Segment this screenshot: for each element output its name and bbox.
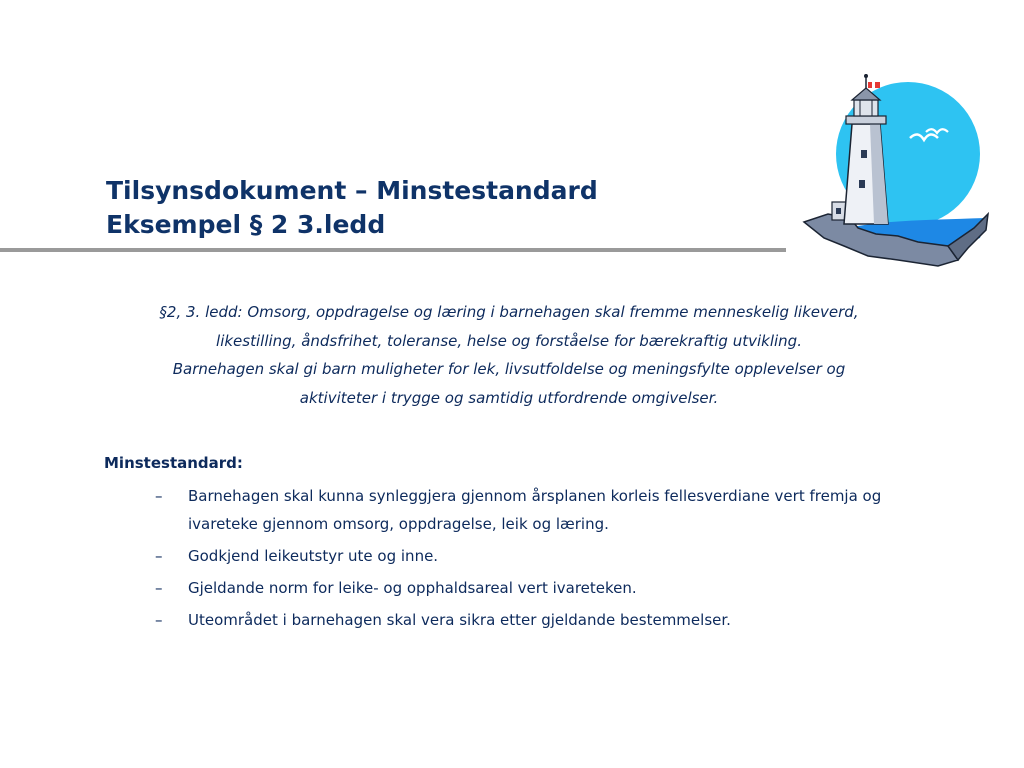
list-item (155, 482, 915, 538)
list-item (155, 574, 915, 602)
lighthouse-clipart-icon (798, 70, 994, 270)
intro-line-1: §2, 3. ledd: Omsorg, oppdragelse og læring i barnehagen skal fremme menneskelig likeverd, (159, 303, 859, 321)
bullet-list (155, 482, 915, 638)
intro-line-3: Barnehagen skal gi barn muligheter for lek, livsutfoldelse og meningsfylte opplevelser og (172, 360, 846, 378)
paragraph-intro (104, 298, 914, 412)
bullet-text: Barnehagen skal kunna synleggjera gjennom årsplanen korleis fellesverdiane vert fremja og ivareteke gjennom omsorg, oppdragelse, leik og læring. (188, 487, 882, 533)
dash-marker: – (155, 547, 163, 565)
subheading-minstestandard: Minstestandard: (104, 454, 243, 472)
bullet-text: Godkjend leikeutstyr ute og inne. (188, 547, 439, 565)
title-line-1: Tilsynsdokument – Minstestandard (106, 176, 598, 205)
dash-marker: – (155, 611, 163, 629)
title-line-2: Eksempel § 2 3.ledd (106, 210, 386, 239)
title-divider (0, 248, 786, 252)
list-item (155, 606, 915, 634)
intro-line-2: likestilling, åndsfrihet, toleranse, helse og forståelse for bærekraftig utvikling. (216, 331, 802, 350)
slide-title (106, 174, 598, 242)
intro-line-4: aktiviteter i trygge og samtidig utfordrende omgivelser. (299, 388, 719, 407)
bullet-text: Gjeldande norm for leike- og opphaldsareal vert ivareteken. (188, 579, 637, 597)
bullet-text: Uteområdet i barnehagen skal vera sikra etter gjeldande bestemmelser. (188, 611, 731, 629)
dash-marker: – (155, 487, 163, 505)
list-item (155, 542, 915, 570)
dash-marker: – (155, 579, 163, 597)
